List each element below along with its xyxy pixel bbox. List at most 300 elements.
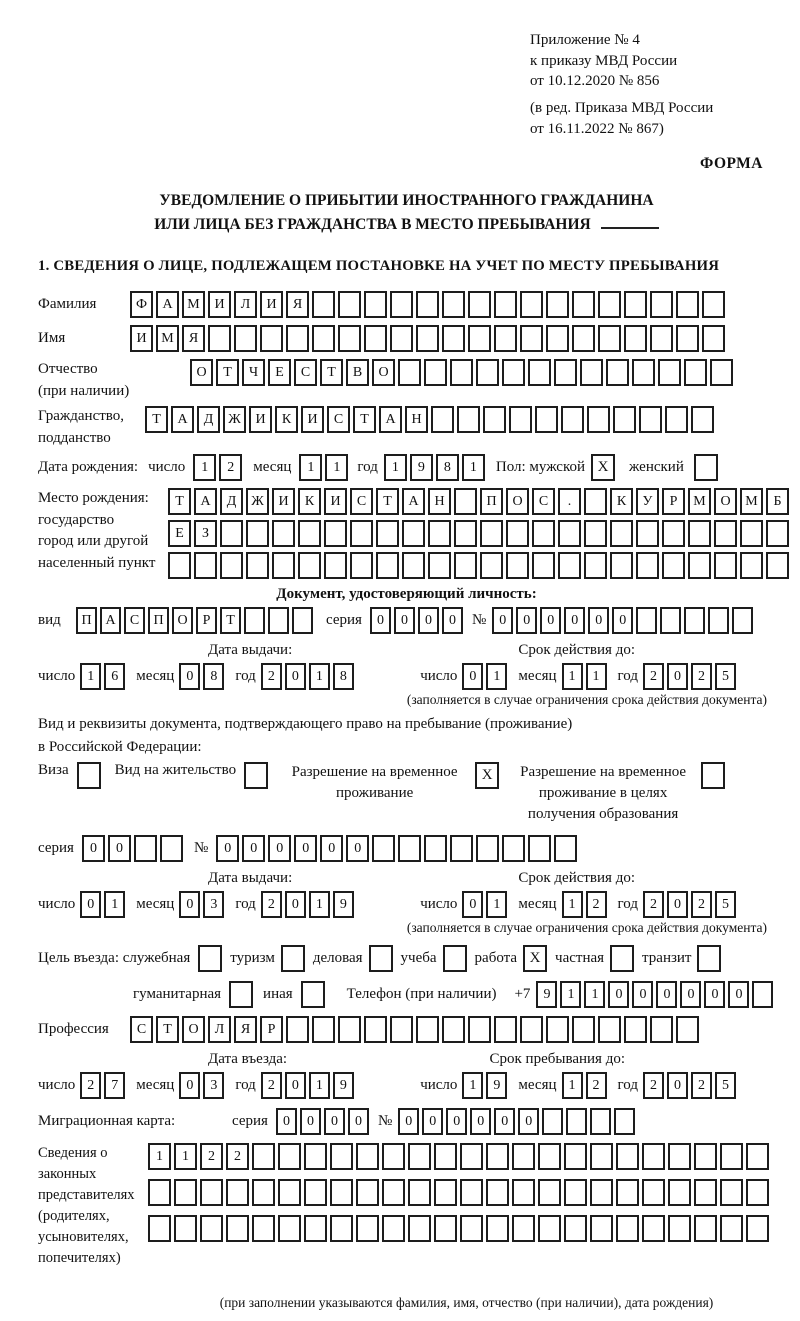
char-cell[interactable] <box>636 552 659 579</box>
char-cell[interactable] <box>702 291 725 318</box>
char-cell[interactable] <box>566 1108 587 1135</box>
char-cell[interactable] <box>286 1016 309 1043</box>
char-cell[interactable]: 0 <box>462 891 483 918</box>
char-cell[interactable]: Н <box>405 406 428 433</box>
char-cell[interactable] <box>708 607 729 634</box>
char-cell[interactable] <box>278 1179 301 1206</box>
char-cell[interactable]: 0 <box>704 981 725 1008</box>
char-cell[interactable]: И <box>130 325 153 352</box>
char-cell[interactable]: 0 <box>608 981 629 1008</box>
char-cell[interactable] <box>304 1143 327 1170</box>
char-cell[interactable]: 0 <box>518 1108 539 1135</box>
char-cell[interactable] <box>450 835 473 862</box>
char-cell[interactable] <box>457 406 480 433</box>
char-cell[interactable] <box>710 359 733 386</box>
char-cell[interactable]: 8 <box>436 454 459 481</box>
char-cell[interactable] <box>252 1143 275 1170</box>
char-cell[interactable] <box>528 835 551 862</box>
char-cell[interactable] <box>382 1215 405 1242</box>
char-cell[interactable]: 2 <box>261 663 282 690</box>
char-cell[interactable] <box>512 1143 535 1170</box>
char-cell[interactable] <box>376 520 399 547</box>
visa-checkbox[interactable] <box>77 762 101 789</box>
char-cell[interactable]: 1 <box>586 663 607 690</box>
char-cell[interactable] <box>598 325 621 352</box>
char-cell[interactable]: Е <box>168 520 191 547</box>
char-cell[interactable] <box>390 1016 413 1043</box>
char-cell[interactable] <box>584 488 607 515</box>
char-cell[interactable] <box>538 1179 561 1206</box>
char-cell[interactable] <box>740 520 763 547</box>
char-cell[interactable] <box>174 1215 197 1242</box>
char-cell[interactable] <box>350 552 373 579</box>
char-cell[interactable]: Т <box>220 607 241 634</box>
char-cell[interactable] <box>402 552 425 579</box>
char-cell[interactable] <box>246 552 269 579</box>
char-cell[interactable] <box>298 552 321 579</box>
char-cell[interactable]: 0 <box>418 607 439 634</box>
char-cell[interactable] <box>434 1215 457 1242</box>
char-cell[interactable] <box>234 325 257 352</box>
purpose-business-checkbox[interactable] <box>369 945 393 972</box>
char-cell[interactable]: О <box>372 359 395 386</box>
char-cell[interactable]: И <box>208 291 231 318</box>
char-cell[interactable] <box>200 1179 223 1206</box>
char-cell[interactable]: И <box>324 488 347 515</box>
char-cell[interactable]: А <box>156 291 179 318</box>
char-cell[interactable] <box>662 520 685 547</box>
char-cell[interactable] <box>134 835 157 862</box>
char-cell[interactable] <box>624 291 647 318</box>
char-cell[interactable] <box>694 1215 717 1242</box>
char-cell[interactable]: 0 <box>285 1072 306 1099</box>
char-cell[interactable]: П <box>480 488 503 515</box>
char-cell[interactable]: А <box>194 488 217 515</box>
char-cell[interactable] <box>650 291 673 318</box>
char-cell[interactable] <box>408 1215 431 1242</box>
char-cell[interactable] <box>402 520 425 547</box>
char-cell[interactable] <box>691 406 714 433</box>
char-cell[interactable] <box>486 1215 509 1242</box>
char-cell[interactable]: 1 <box>562 1072 583 1099</box>
char-cell[interactable] <box>639 406 662 433</box>
char-cell[interactable] <box>650 325 673 352</box>
char-cell[interactable] <box>330 1179 353 1206</box>
char-cell[interactable] <box>590 1108 611 1135</box>
char-cell[interactable]: 0 <box>632 981 653 1008</box>
char-cell[interactable] <box>720 1179 743 1206</box>
char-cell[interactable] <box>312 1016 335 1043</box>
char-cell[interactable] <box>528 359 551 386</box>
temp-permit-edu-checkbox[interactable] <box>701 762 725 789</box>
char-cell[interactable] <box>502 359 525 386</box>
char-cell[interactable] <box>714 552 737 579</box>
char-cell[interactable] <box>676 325 699 352</box>
char-cell[interactable]: 0 <box>80 891 101 918</box>
char-cell[interactable] <box>278 1215 301 1242</box>
char-cell[interactable]: 0 <box>588 607 609 634</box>
char-cell[interactable] <box>454 488 477 515</box>
char-cell[interactable]: 7 <box>104 1072 125 1099</box>
char-cell[interactable]: 0 <box>494 1108 515 1135</box>
char-cell[interactable] <box>416 1016 439 1043</box>
char-cell[interactable] <box>520 325 543 352</box>
char-cell[interactable] <box>598 291 621 318</box>
char-cell[interactable] <box>208 325 231 352</box>
char-cell[interactable]: 1 <box>309 891 330 918</box>
char-cell[interactable]: С <box>294 359 317 386</box>
char-cell[interactable] <box>546 1016 569 1043</box>
char-cell[interactable]: О <box>172 607 193 634</box>
char-cell[interactable] <box>532 520 555 547</box>
char-cell[interactable] <box>584 552 607 579</box>
char-cell[interactable] <box>450 359 473 386</box>
char-cell[interactable] <box>364 325 387 352</box>
char-cell[interactable] <box>746 1179 769 1206</box>
char-cell[interactable] <box>610 552 633 579</box>
char-cell[interactable]: 0 <box>656 981 677 1008</box>
residence-checkbox[interactable] <box>244 762 268 789</box>
purpose-tourism-checkbox[interactable] <box>281 945 305 972</box>
char-cell[interactable]: А <box>402 488 425 515</box>
char-cell[interactable] <box>509 406 532 433</box>
char-cell[interactable]: 2 <box>643 891 664 918</box>
char-cell[interactable] <box>168 552 191 579</box>
char-cell[interactable] <box>535 406 558 433</box>
char-cell[interactable]: А <box>171 406 194 433</box>
char-cell[interactable] <box>460 1143 483 1170</box>
char-cell[interactable] <box>610 520 633 547</box>
char-cell[interactable] <box>598 1016 621 1043</box>
char-cell[interactable] <box>442 325 465 352</box>
char-cell[interactable]: 0 <box>346 835 369 862</box>
char-cell[interactable] <box>542 1108 563 1135</box>
char-cell[interactable]: 1 <box>325 454 348 481</box>
char-cell[interactable] <box>200 1215 223 1242</box>
char-cell[interactable] <box>424 359 447 386</box>
char-cell[interactable] <box>454 552 477 579</box>
char-cell[interactable]: Б <box>766 488 789 515</box>
char-cell[interactable]: 2 <box>261 891 282 918</box>
char-cell[interactable] <box>324 520 347 547</box>
char-cell[interactable]: Т <box>320 359 343 386</box>
char-cell[interactable]: 1 <box>309 1072 330 1099</box>
char-cell[interactable] <box>148 1215 171 1242</box>
char-cell[interactable] <box>616 1215 639 1242</box>
char-cell[interactable]: 1 <box>584 981 605 1008</box>
char-cell[interactable]: 0 <box>680 981 701 1008</box>
char-cell[interactable]: Ж <box>246 488 269 515</box>
char-cell[interactable]: 6 <box>104 663 125 690</box>
char-cell[interactable] <box>324 552 347 579</box>
char-cell[interactable]: 1 <box>193 454 216 481</box>
char-cell[interactable] <box>660 607 681 634</box>
char-cell[interactable] <box>740 552 763 579</box>
purpose-humanitarian-checkbox[interactable] <box>229 981 253 1008</box>
char-cell[interactable] <box>642 1215 665 1242</box>
char-cell[interactable] <box>636 520 659 547</box>
char-cell[interactable] <box>338 1016 361 1043</box>
char-cell[interactable] <box>356 1179 379 1206</box>
char-cell[interactable] <box>476 359 499 386</box>
char-cell[interactable]: 2 <box>586 891 607 918</box>
purpose-private-checkbox[interactable] <box>610 945 634 972</box>
char-cell[interactable] <box>330 1215 353 1242</box>
char-cell[interactable] <box>408 1143 431 1170</box>
char-cell[interactable]: 0 <box>446 1108 467 1135</box>
char-cell[interactable] <box>694 1143 717 1170</box>
char-cell[interactable] <box>304 1215 327 1242</box>
char-cell[interactable]: 0 <box>462 663 483 690</box>
char-cell[interactable] <box>546 325 569 352</box>
char-cell[interactable]: Я <box>182 325 205 352</box>
char-cell[interactable] <box>650 1016 673 1043</box>
char-cell[interactable] <box>468 325 491 352</box>
char-cell[interactable]: 0 <box>612 607 633 634</box>
char-cell[interactable] <box>486 1179 509 1206</box>
char-cell[interactable] <box>766 552 789 579</box>
char-cell[interactable] <box>746 1143 769 1170</box>
char-cell[interactable] <box>766 520 789 547</box>
char-cell[interactable]: 8 <box>203 663 224 690</box>
char-cell[interactable] <box>684 607 705 634</box>
char-cell[interactable] <box>483 406 506 433</box>
char-cell[interactable]: 2 <box>586 1072 607 1099</box>
char-cell[interactable] <box>312 325 335 352</box>
char-cell[interactable] <box>480 552 503 579</box>
char-cell[interactable] <box>220 552 243 579</box>
char-cell[interactable] <box>174 1179 197 1206</box>
char-cell[interactable]: 1 <box>462 1072 483 1099</box>
char-cell[interactable]: С <box>327 406 350 433</box>
char-cell[interactable]: 0 <box>179 663 200 690</box>
char-cell[interactable] <box>662 552 685 579</box>
char-cell[interactable] <box>616 1179 639 1206</box>
sex-male-checkbox[interactable]: X <box>591 454 615 481</box>
char-cell[interactable] <box>390 325 413 352</box>
char-cell[interactable]: М <box>688 488 711 515</box>
char-cell[interactable] <box>642 1179 665 1206</box>
char-cell[interactable]: 0 <box>285 663 306 690</box>
char-cell[interactable] <box>702 325 725 352</box>
char-cell[interactable]: Н <box>428 488 451 515</box>
char-cell[interactable] <box>632 359 655 386</box>
char-cell[interactable]: У <box>636 488 659 515</box>
char-cell[interactable] <box>688 520 711 547</box>
char-cell[interactable]: 2 <box>80 1072 101 1099</box>
char-cell[interactable]: К <box>298 488 321 515</box>
char-cell[interactable]: Ф <box>130 291 153 318</box>
char-cell[interactable]: С <box>124 607 145 634</box>
char-cell[interactable] <box>431 406 454 433</box>
char-cell[interactable]: О <box>714 488 737 515</box>
char-cell[interactable]: 3 <box>203 891 224 918</box>
char-cell[interactable] <box>226 1179 249 1206</box>
char-cell[interactable]: 1 <box>309 663 330 690</box>
char-cell[interactable]: 0 <box>285 891 306 918</box>
char-cell[interactable] <box>244 607 265 634</box>
char-cell[interactable] <box>668 1179 691 1206</box>
char-cell[interactable]: 1 <box>148 1143 171 1170</box>
char-cell[interactable] <box>624 1016 647 1043</box>
char-cell[interactable]: 2 <box>200 1143 223 1170</box>
char-cell[interactable]: Ч <box>242 359 265 386</box>
char-cell[interactable] <box>538 1143 561 1170</box>
char-cell[interactable] <box>292 607 313 634</box>
char-cell[interactable] <box>148 1179 171 1206</box>
char-cell[interactable] <box>246 520 269 547</box>
char-cell[interactable]: 1 <box>462 454 485 481</box>
char-cell[interactable]: К <box>275 406 298 433</box>
char-cell[interactable] <box>558 552 581 579</box>
char-cell[interactable]: 0 <box>442 607 463 634</box>
char-cell[interactable] <box>520 291 543 318</box>
char-cell[interactable]: О <box>190 359 213 386</box>
char-cell[interactable]: Л <box>234 291 257 318</box>
char-cell[interactable] <box>398 359 421 386</box>
char-cell[interactable] <box>286 325 309 352</box>
char-cell[interactable] <box>480 520 503 547</box>
char-cell[interactable]: П <box>76 607 97 634</box>
char-cell[interactable]: 1 <box>80 663 101 690</box>
char-cell[interactable]: Т <box>353 406 376 433</box>
char-cell[interactable]: 1 <box>486 891 507 918</box>
char-cell[interactable] <box>268 607 289 634</box>
char-cell[interactable]: 0 <box>398 1108 419 1135</box>
char-cell[interactable] <box>416 291 439 318</box>
char-cell[interactable] <box>665 406 688 433</box>
char-cell[interactable]: 2 <box>691 1072 712 1099</box>
char-cell[interactable] <box>512 1179 535 1206</box>
char-cell[interactable]: . <box>558 488 581 515</box>
char-cell[interactable] <box>572 291 595 318</box>
char-cell[interactable] <box>442 291 465 318</box>
char-cell[interactable]: 2 <box>643 1072 664 1099</box>
char-cell[interactable]: 0 <box>294 835 317 862</box>
char-cell[interactable]: 2 <box>261 1072 282 1099</box>
purpose-other-checkbox[interactable] <box>301 981 325 1008</box>
char-cell[interactable] <box>398 835 421 862</box>
char-cell[interactable] <box>442 1016 465 1043</box>
char-cell[interactable]: 9 <box>410 454 433 481</box>
char-cell[interactable]: 9 <box>536 981 557 1008</box>
char-cell[interactable]: Д <box>220 488 243 515</box>
char-cell[interactable] <box>746 1215 769 1242</box>
char-cell[interactable]: 2 <box>691 891 712 918</box>
char-cell[interactable] <box>376 552 399 579</box>
char-cell[interactable] <box>606 359 629 386</box>
char-cell[interactable] <box>694 1179 717 1206</box>
char-cell[interactable] <box>614 1108 635 1135</box>
char-cell[interactable]: 0 <box>324 1108 345 1135</box>
char-cell[interactable] <box>554 835 577 862</box>
char-cell[interactable] <box>434 1143 457 1170</box>
char-cell[interactable] <box>312 291 335 318</box>
char-cell[interactable]: К <box>610 488 633 515</box>
char-cell[interactable] <box>494 291 517 318</box>
char-cell[interactable]: 2 <box>226 1143 249 1170</box>
char-cell[interactable]: 0 <box>470 1108 491 1135</box>
char-cell[interactable] <box>476 835 499 862</box>
sex-female-checkbox[interactable] <box>694 454 718 481</box>
char-cell[interactable]: Д <box>197 406 220 433</box>
char-cell[interactable]: Р <box>196 607 217 634</box>
char-cell[interactable]: 0 <box>179 891 200 918</box>
char-cell[interactable] <box>584 520 607 547</box>
char-cell[interactable]: Т <box>216 359 239 386</box>
char-cell[interactable]: 8 <box>333 663 354 690</box>
char-cell[interactable]: А <box>379 406 402 433</box>
char-cell[interactable]: Ж <box>223 406 246 433</box>
char-cell[interactable] <box>636 607 657 634</box>
char-cell[interactable]: 9 <box>333 891 354 918</box>
purpose-work-checkbox[interactable]: X <box>523 945 547 972</box>
char-cell[interactable] <box>624 325 647 352</box>
char-cell[interactable] <box>160 835 183 862</box>
char-cell[interactable]: И <box>301 406 324 433</box>
char-cell[interactable] <box>546 291 569 318</box>
char-cell[interactable]: 0 <box>276 1108 297 1135</box>
char-cell[interactable]: 0 <box>268 835 291 862</box>
char-cell[interactable] <box>382 1179 405 1206</box>
char-cell[interactable]: 5 <box>715 663 736 690</box>
char-cell[interactable] <box>676 291 699 318</box>
char-cell[interactable] <box>668 1215 691 1242</box>
char-cell[interactable] <box>428 520 451 547</box>
char-cell[interactable]: 0 <box>348 1108 369 1135</box>
char-cell[interactable]: 0 <box>492 607 513 634</box>
char-cell[interactable]: 0 <box>370 607 391 634</box>
char-cell[interactable]: 0 <box>242 835 265 862</box>
char-cell[interactable] <box>538 1215 561 1242</box>
char-cell[interactable] <box>338 291 361 318</box>
char-cell[interactable]: П <box>148 607 169 634</box>
char-cell[interactable] <box>424 835 447 862</box>
char-cell[interactable] <box>720 1143 743 1170</box>
char-cell[interactable] <box>714 520 737 547</box>
char-cell[interactable] <box>454 520 477 547</box>
char-cell[interactable]: 0 <box>179 1072 200 1099</box>
char-cell[interactable] <box>330 1143 353 1170</box>
char-cell[interactable] <box>572 1016 595 1043</box>
char-cell[interactable]: М <box>740 488 763 515</box>
char-cell[interactable] <box>350 520 373 547</box>
char-cell[interactable] <box>220 520 243 547</box>
char-cell[interactable]: М <box>156 325 179 352</box>
char-cell[interactable] <box>460 1179 483 1206</box>
char-cell[interactable] <box>564 1215 587 1242</box>
char-cell[interactable] <box>532 552 555 579</box>
char-cell[interactable]: 0 <box>320 835 343 862</box>
char-cell[interactable]: Р <box>662 488 685 515</box>
char-cell[interactable] <box>590 1215 613 1242</box>
char-cell[interactable]: 1 <box>384 454 407 481</box>
char-cell[interactable]: 1 <box>174 1143 197 1170</box>
char-cell[interactable] <box>494 325 517 352</box>
char-cell[interactable] <box>434 1179 457 1206</box>
char-cell[interactable]: 0 <box>667 1072 688 1099</box>
char-cell[interactable]: 0 <box>300 1108 321 1135</box>
char-cell[interactable] <box>658 359 681 386</box>
char-cell[interactable]: 0 <box>108 835 131 862</box>
char-cell[interactable] <box>416 325 439 352</box>
char-cell[interactable] <box>512 1215 535 1242</box>
char-cell[interactable] <box>408 1179 431 1206</box>
purpose-study-checkbox[interactable] <box>443 945 467 972</box>
char-cell[interactable]: 5 <box>715 891 736 918</box>
char-cell[interactable]: 0 <box>516 607 537 634</box>
char-cell[interactable] <box>382 1143 405 1170</box>
